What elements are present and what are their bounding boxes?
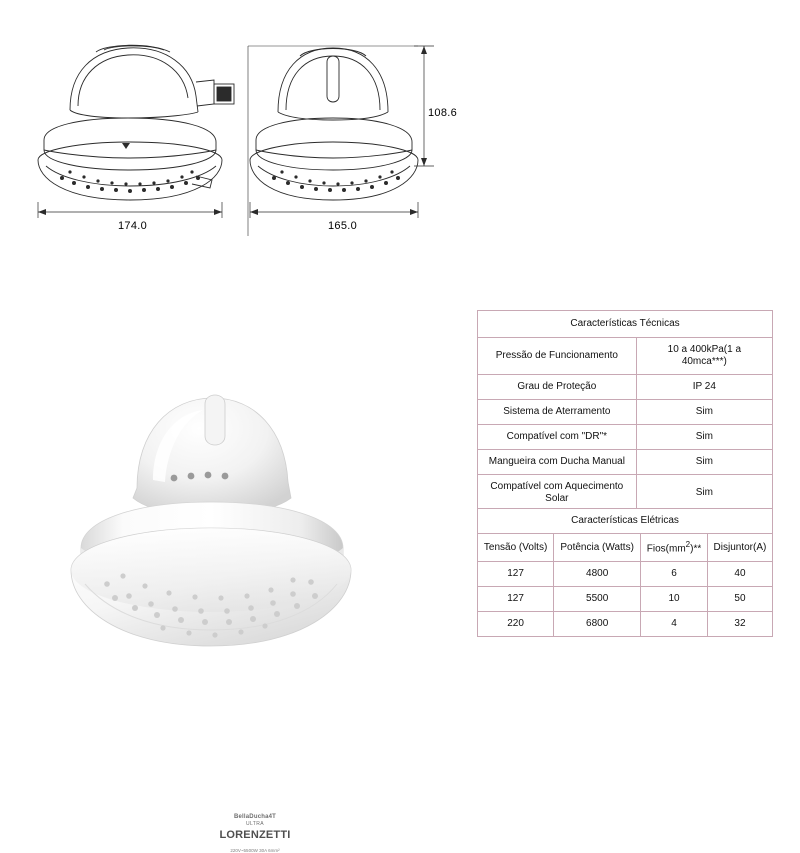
table-row bbox=[478, 375, 773, 400]
column-header-wires-sup: 2 bbox=[685, 540, 691, 549]
table-title-row bbox=[478, 509, 773, 534]
row-value: 10 a 400kPa(1 a 40mca***) bbox=[636, 338, 772, 375]
table-row bbox=[478, 338, 773, 375]
product-photo-svg bbox=[45, 370, 375, 660]
front-view-drawing bbox=[248, 46, 434, 236]
product-photo bbox=[45, 370, 375, 853]
row-value: Sim bbox=[636, 400, 772, 425]
table-title: Características Elétricas bbox=[478, 509, 773, 534]
table-row bbox=[478, 612, 773, 637]
row-value: Sim bbox=[636, 450, 772, 475]
row-value: Sim bbox=[636, 425, 772, 450]
row-label: Grau de Proteção bbox=[478, 375, 637, 400]
cell-wires: 4 bbox=[641, 612, 708, 637]
drawings-svg bbox=[0, 0, 470, 270]
column-header-breaker: Disjuntor(A) bbox=[707, 534, 772, 562]
table-header-row bbox=[478, 534, 773, 562]
table-title-row bbox=[478, 311, 773, 338]
column-header-power: Potência (Watts) bbox=[554, 534, 641, 562]
row-label: Pressão de Funcionamento bbox=[478, 338, 637, 375]
side-view-drawing bbox=[38, 45, 234, 218]
row-label: Compatível com "DR"* bbox=[478, 425, 637, 450]
table-row bbox=[478, 425, 773, 450]
cell-breaker: 32 bbox=[707, 612, 772, 637]
product-spec-print: 220V~5500W 30A 6mm² bbox=[230, 848, 280, 853]
table-title: Características Técnicas bbox=[478, 311, 773, 338]
cell-voltage: 127 bbox=[478, 562, 554, 587]
table-row bbox=[478, 450, 773, 475]
electrical-characteristics-table bbox=[477, 508, 773, 637]
cell-power: 5500 bbox=[554, 587, 641, 612]
row-value: IP 24 bbox=[636, 375, 772, 400]
product-brand-label: LORENZETTI bbox=[219, 829, 291, 841]
cell-breaker: 50 bbox=[707, 587, 772, 612]
column-header-wires bbox=[641, 534, 708, 562]
cell-voltage: 127 bbox=[478, 587, 554, 612]
column-header-wires-text: Fios(mm bbox=[646, 543, 686, 555]
product-submodel-label: ULTRA bbox=[245, 821, 265, 827]
cell-wires: 10 bbox=[641, 587, 708, 612]
dimension-label-side-width: 174.0 bbox=[118, 220, 148, 232]
row-label: Compatível com Aquecimento Solar bbox=[478, 475, 637, 512]
table-row bbox=[478, 562, 773, 587]
column-header-voltage: Tensão (Volts) bbox=[478, 534, 554, 562]
cell-power: 6800 bbox=[554, 612, 641, 637]
row-label: Mangueira com Ducha Manual bbox=[478, 450, 637, 475]
column-header-wires-suffix: )** bbox=[690, 543, 702, 555]
table-row bbox=[478, 475, 773, 512]
table-row bbox=[478, 587, 773, 612]
cell-power: 4800 bbox=[554, 562, 641, 587]
row-value: Sim bbox=[636, 475, 772, 512]
cell-wires: 6 bbox=[641, 562, 708, 587]
row-label: Sistema de Aterramento bbox=[478, 400, 637, 425]
table-row bbox=[478, 400, 773, 425]
technical-drawings bbox=[0, 0, 470, 270]
cell-voltage: 220 bbox=[478, 612, 554, 637]
technical-characteristics-table bbox=[477, 310, 773, 537]
cell-breaker: 40 bbox=[707, 562, 772, 587]
dimension-label-height: 108.6 bbox=[428, 107, 458, 119]
product-model-label: BellaDucha4T bbox=[233, 814, 277, 820]
dimension-label-front-width: 165.0 bbox=[328, 220, 358, 232]
